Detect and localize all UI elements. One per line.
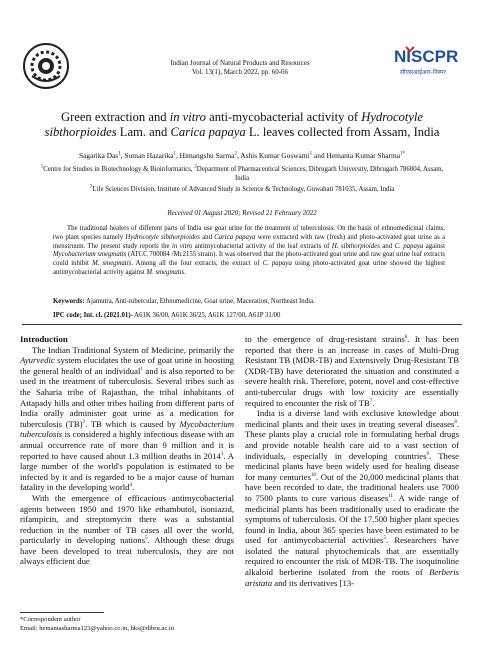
section-heading-introduction: Introduction	[20, 334, 68, 344]
received-dates: Received 01 August 2020; Revised 21 February 2022	[167, 209, 317, 217]
journal-volume: Vol. 13(1), March 2022, pp. 60-66	[191, 68, 289, 76]
niscpr-logo	[392, 44, 462, 80]
corresponding-author-email: Email: hemantasharma123@yahoo.co.in, hks@dibru.ac.in	[20, 624, 175, 632]
keywords: Keywords: Ajamutra, Anti-tubercular, Ethnomedicine, Goat urine, Maceration, Northeast India.	[53, 298, 315, 305]
niscpr-logo-subtext: सीएसआईआर-निस्पर	[400, 69, 446, 76]
body-column-left	[20, 334, 234, 567]
paragraph: With the emergence of efficacious antimycobacterial agents between 1950 and 1970 like ethambutol, isoniazid, rifampicin, and streptomycin there was a substantial reduction in the number of TB cases all over the world, particularly in developing nations$^5$. Although these drugs have been developed to treat tuberculosis, they are not always efficient due	[20, 492, 235, 567]
journal-header	[140, 59, 340, 77]
section-divider	[22, 324, 462, 325]
niscpr-logo-text: NISCPR	[394, 47, 459, 66]
paragraph: The Indian Traditional System of Medicine, primarily the Ayurvedic system elucidates the use of goat urine in boosting the general health of an individual$^1$ and is also reported to be used in the treatment of tuberculosis. Several tribes such as the Saharia tribe of Rajasthan, the tribal inhabitants of Attapady hills and other tribes hailing from different parts of India orally administer goat urine as a medication for tuberculosis (TB)$^2$. TB which is caused by Mycobacterium tuberculosis is considered a highly infectious disease with an annual occurrence rate of more than 9 million and it is reported to have caused about 1.3 million deaths in 2014$^3$. A large number of the world's population is estimated to be infected by it and is regarded to be a major cause of human fatality in the developing world$^4$.	[20, 344, 234, 493]
paragraph: India is a diverse land with exclusive knowledge about medicinal plants and their uses in treating several diseases$^8$. These plants play a crucial role in formulating herbal drugs and provide notable health care aid to a vast section of individuals, especially in developing countries$^9$. These medicinal plants have been widely used for healing disease for many centuries$^{10}$. Out of the 20,000 medicinal plants that have been recorded to date, the traditional healers use 7000 to 7500 plants to cure various diseases$^{11}$. A wide range of medicinal plants has been traditionally used to eradicate the symptoms of tuberculosis. Of the 17,500 higher plant species found in India, about 365 species have been estimated to be used for antimycobacterial activities$^5$. Researchers have isolated the natural phytochemicals that are essentially required to encounter the risk of MDR-TB. The isoquinoline alkaloid berberine isolated from the roots of Berberis aristata and its derivatives [13-	[245, 408, 459, 588]
abstract: The traditional healers of different parts of India use goat urine for the treatment of tuberculosis. On the basis of ethnomedicinal claims, two plant species namely Hydrocotyle sibthorpioides and Carica papaya were extracted with raw (fresh) and photo-activated goat urine as a menstruum. The present study reports the in vitro antimycobacterial activity of the leaf extracts of H. sibthorpioides and C. papaya against Mycobacterium smegmatis (ATCC 700084 /Mc2155 strain). It was observed that the photo-activated goat urine and raw goat urine leaf extracts could inhibit M. smegmatis. Among all the four extracts, the extract of C. papaya using photo-activated goat urine showed the highest antimycobacterial activity against M. smegmatis.	[53, 225, 446, 276]
affiliation-2: $^3$Life Sciences Division, Institute of Advanced Study in Science & Technology, Guwahati 781035, Assam, India	[89, 184, 395, 193]
body-column-right	[245, 334, 459, 588]
corresponding-author-note: *Correspondent author	[20, 616, 81, 623]
affiliation-1: $^1$Centre for Studies in Biotechnology & Bioinformatics, $^2$Department of Pharmaceutical Sciences, Dibrugarh University, Dibrugarh 786004, Assam, India	[40, 164, 444, 182]
ipc-code: IPC code; Int. cl. (2021.01)- A61K 36/00, A61K 36/25, A61K 127/00, A61P 31/00	[53, 312, 281, 319]
footnote	[20, 616, 240, 633]
footnote-divider	[20, 612, 104, 613]
csir-logo	[22, 42, 70, 90]
author-list: Sagarika Das$^1$, Suman Hazarika$^1$, Himangshu Sarma$^2$, Ashis Kumar Goswami$^1$ and Hemanta Kumar Sharma$^{1*}$	[78, 151, 405, 160]
journal-name: Indian Journal of Natural Products and Resources	[170, 59, 310, 67]
paragraph: to the emergence of drug-resistant strains$^6$. It has been reported that there is an increase in cases of Multi-Drug Resistant TB (MDR-TB) and Extensively Drug-Resistant TB (XDR-TB) have deteriorated the situation and constituted a severe health risk. Therefore, potent, novel and cost-effective anti-tubercular drugs with low toxicity are essentially required to encounter the risk of $TB^7$.	[245, 334, 459, 408]
paper-title: Green extraction and in vitro anti-mycobacterial activity of Hydrocotyle sibthorpioides Lam. and Carica papaya L. leaves collected from Assam, India	[44, 110, 440, 139]
